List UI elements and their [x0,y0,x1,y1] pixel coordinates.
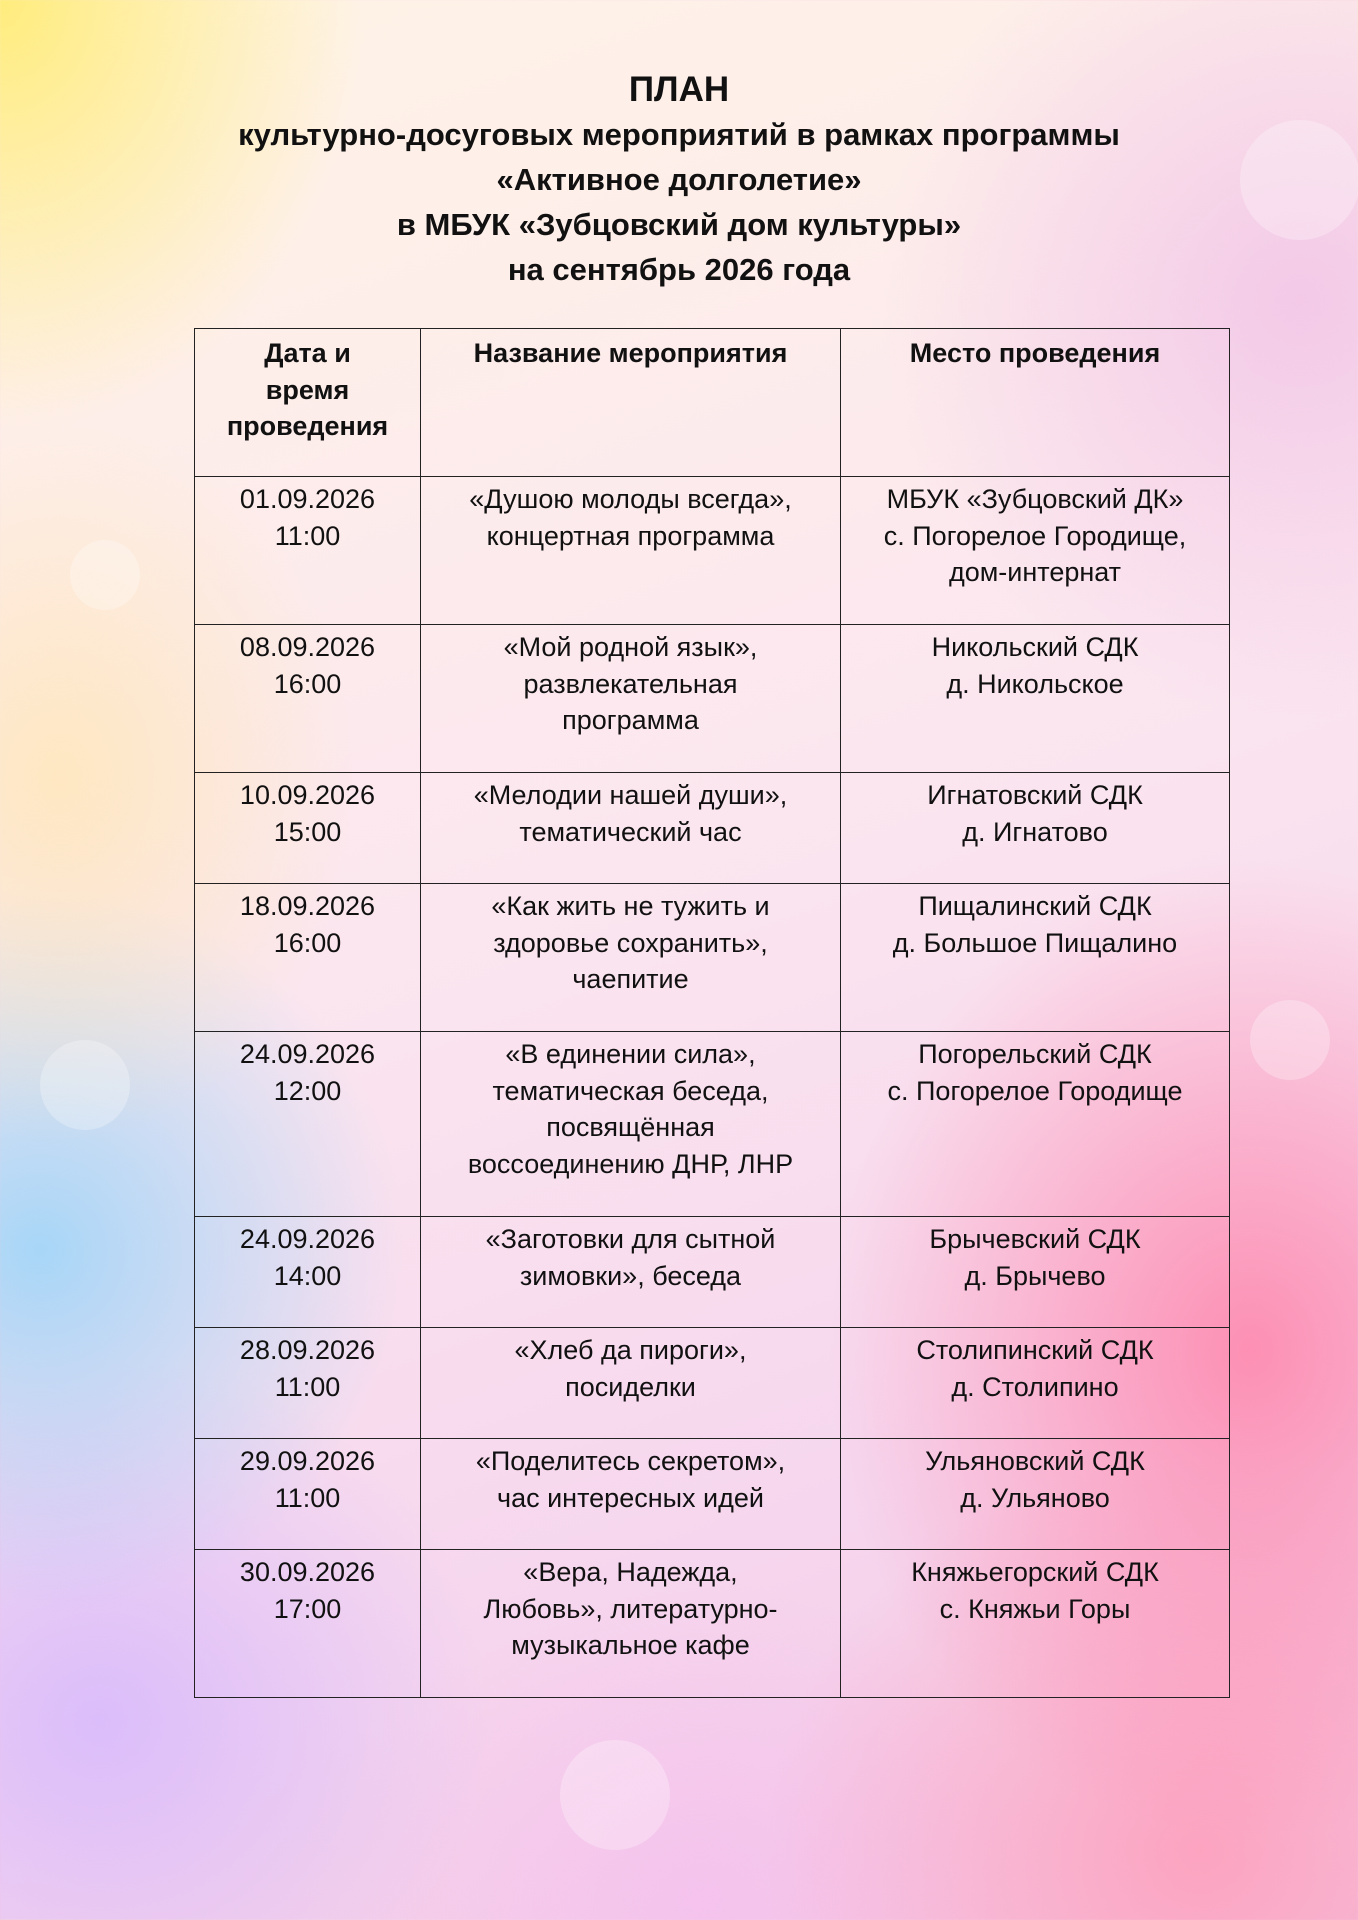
cell-text: музыкальное кафе [511,1630,750,1660]
title-line: на сентябрь 2026 года [507,252,851,287]
cell-date-time [195,625,421,773]
cell-date-time [195,773,421,884]
cell-text: «В единении сила», [505,1039,756,1069]
cell-text: зимовки», беседа [519,1260,742,1291]
cell-text: МБУК «Зубцовский ДК» [886,484,1184,514]
cell-text: Брычевский СДК [929,1224,1141,1254]
table-row [195,884,1230,1032]
cell-text: 16:00 [273,927,342,958]
cell-text: 10.09.2026 [239,780,376,810]
cell-text: чаепитие [572,964,689,994]
cell-text: с. Погорелое Городище [887,1075,1183,1106]
header-text: проведения [226,411,389,441]
cell-text: дом-интернат [948,557,1122,587]
header-text: Название мероприятия [473,338,788,368]
cell-text: час интересных идей [497,1482,764,1513]
cell-text: Пищалинский СДК [918,891,1152,921]
cell-text: д. Ульяново [960,1482,1110,1513]
title-line: культурно-досуговых мероприятий в рамках программы [238,117,1120,152]
cell-event-name [421,773,841,884]
cell-text: Никольский СДК [931,632,1139,662]
cell-place [841,773,1230,884]
cell-event-name [421,1217,841,1328]
table-body [195,477,1230,1698]
cell-text: тематический час [519,816,742,847]
title-line: в МБУК «Зубцовский дом культуры» [396,207,962,242]
cell-event-name [421,1439,841,1550]
cell-text: Ульяновский СДК [925,1446,1145,1476]
cell-event-name [421,1328,841,1439]
cell-text: 15:00 [273,816,342,847]
bokeh-decoration [1250,1000,1330,1080]
cell-date-time [195,1217,421,1328]
bokeh-decoration [40,1040,130,1130]
cell-text: 11:00 [274,520,341,551]
cell-text: «Мой родной язык», [503,632,758,662]
table-row [195,1217,1230,1328]
cell-text: «Хлеб да пироги», [514,1335,747,1365]
cell-text: «Душою молоды всегда», [469,484,792,514]
cell-text: 18.09.2026 [239,891,376,921]
cell-event-name [421,1032,841,1217]
cell-event-name [421,477,841,625]
cell-text: 24.09.2026 [239,1224,376,1254]
header-text: Дата и [264,338,351,368]
cell-event-name [421,1550,841,1698]
cell-text: д. Брычево [964,1260,1106,1291]
cell-text: 11:00 [274,1371,341,1402]
cell-place [841,884,1230,1032]
cell-text: 28.09.2026 [239,1335,376,1365]
cell-text: 08.09.2026 [239,632,376,662]
cell-text: Любовь», литературно- [483,1593,778,1624]
bokeh-decoration [560,1740,670,1850]
cell-text: Княжьегорский СДК [911,1557,1159,1587]
cell-text: д. Большое Пищалино [892,927,1178,958]
cell-text: «Заготовки для сытной [485,1224,776,1254]
table-row [195,773,1230,884]
title-line: «Активное долголетие» [496,162,862,197]
cell-place [841,1217,1230,1328]
header-text: Место проведения [909,338,1161,368]
cell-text: тематическая беседа, [492,1075,769,1106]
cell-text: Погорельский СДК [918,1039,1152,1069]
cell-text: программа [562,705,699,735]
document-title [0,68,1358,292]
table-row [195,477,1230,625]
cell-text: посвящённая [546,1112,715,1142]
cell-place [841,1439,1230,1550]
header-date-time [195,329,421,477]
cell-date-time [195,884,421,1032]
cell-text: 14:00 [273,1260,342,1291]
cell-text: 29.09.2026 [239,1446,376,1476]
cell-place [841,1550,1230,1698]
cell-text: 12:00 [273,1075,342,1106]
cell-date-time [195,1550,421,1698]
cell-text: «Вера, Надежда, [523,1557,738,1587]
table-row [195,1550,1230,1698]
table-header-row [195,329,1230,477]
cell-text: «Поделитесь секретом», [475,1446,786,1476]
cell-text: «Мелодии нашей души», [473,780,788,810]
header-text: время [265,374,350,405]
table-row [195,1328,1230,1439]
cell-place [841,1032,1230,1217]
table-row [195,625,1230,773]
title-main: ПЛАН [628,70,730,109]
cell-date-time [195,1439,421,1550]
cell-date-time [195,1032,421,1217]
cell-text: развлекательная [523,668,738,699]
cell-text: 16:00 [273,668,342,699]
cell-text: Игнатовский СДК [927,780,1143,810]
table-row [195,1439,1230,1550]
cell-text: 01.09.2026 [239,484,376,514]
events-table [194,328,1230,1698]
table-row [195,1032,1230,1217]
cell-place [841,477,1230,625]
cell-text: д. Столипино [951,1371,1119,1402]
cell-text: концертная программа [486,520,775,551]
cell-place [841,625,1230,773]
cell-text: воссоединению ДНР, ЛНР [467,1148,794,1179]
cell-text: д. Никольское [946,668,1124,699]
cell-text: 17:00 [273,1593,342,1624]
cell-text: Столипинский СДК [916,1335,1154,1365]
cell-text: «Как жить не тужить и [491,891,770,921]
header-event-name [421,329,841,477]
cell-event-name [421,884,841,1032]
cell-date-time [195,477,421,625]
cell-text: посиделки [565,1371,696,1402]
header-place [841,329,1230,477]
cell-date-time [195,1328,421,1439]
cell-text: с. Погорелое Городище, [883,520,1187,551]
cell-text: д. Игнатово [962,816,1108,847]
cell-text: здоровье сохранить», [493,927,768,958]
cell-text: 11:00 [274,1482,341,1513]
cell-text: 24.09.2026 [239,1039,376,1069]
cell-event-name [421,625,841,773]
cell-text: 30.09.2026 [239,1557,376,1587]
bokeh-decoration [70,540,140,610]
cell-place [841,1328,1230,1439]
cell-text: с. Княжьи Горы [939,1593,1131,1624]
